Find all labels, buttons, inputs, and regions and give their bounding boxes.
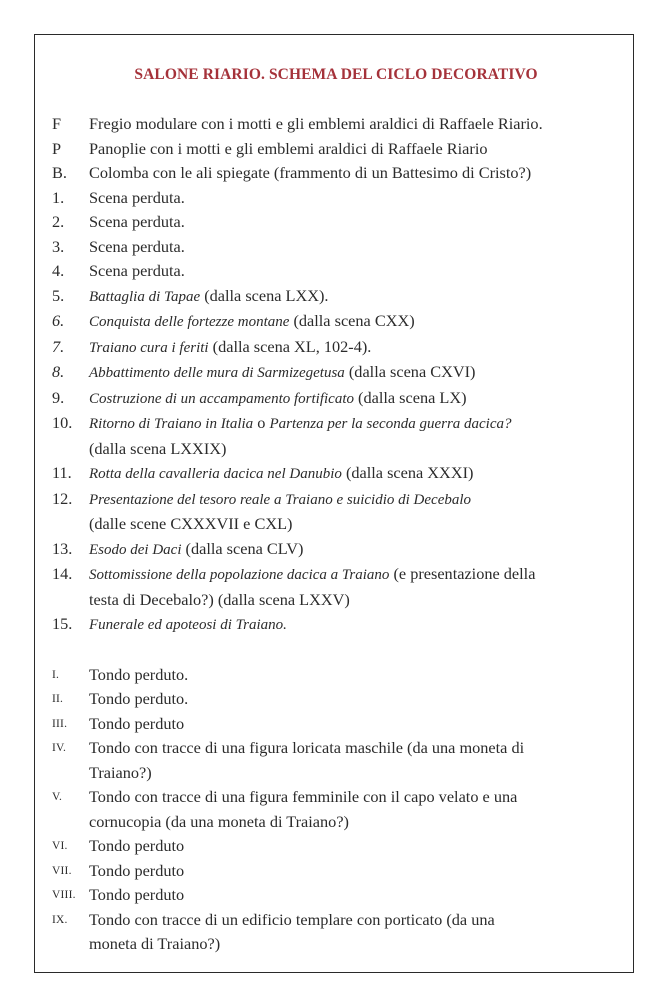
tondo-item <box>52 859 632 884</box>
tondo-item <box>52 687 632 712</box>
item-text <box>89 461 632 487</box>
scene-item-continuation <box>52 588 632 613</box>
plain-text: (dalla scena LXX). <box>200 285 329 305</box>
plain-text: Tondo perduto <box>89 860 185 880</box>
scene-item-continuation <box>52 512 632 537</box>
item-label: VII. <box>52 864 72 877</box>
plain-text: o <box>253 413 270 432</box>
plain-text: Tondo perduto <box>89 836 185 855</box>
scene-item <box>52 537 632 563</box>
item-label: 11. <box>52 463 72 482</box>
scene-item <box>52 309 632 335</box>
scene-item <box>52 161 632 186</box>
scene-item <box>52 112 632 137</box>
legend-list <box>52 112 632 957</box>
item-text: Traiano?) <box>89 762 152 782</box>
item-label: 2. <box>52 212 65 231</box>
item-text <box>89 137 632 162</box>
plain-text: (dalla scena CXX) <box>289 311 415 330</box>
item-label: F <box>52 114 62 133</box>
scene-item <box>52 386 632 412</box>
scene-item <box>52 284 632 310</box>
plain-text: Scena perduta. <box>89 187 185 207</box>
scene-item <box>52 335 632 361</box>
scene-item <box>52 235 632 260</box>
section-gap <box>52 638 632 663</box>
item-label: 3. <box>52 236 65 256</box>
tondo-item <box>52 834 632 859</box>
item-text <box>89 411 632 437</box>
item-label <box>52 588 89 613</box>
scene-item <box>52 411 632 437</box>
item-label: 5. <box>52 285 65 305</box>
item-label: 10. <box>52 413 73 432</box>
tondo-item <box>52 663 632 688</box>
item-label: 12. <box>52 488 73 508</box>
tondo-item-continuation <box>52 761 632 786</box>
tondo-item-continuation <box>52 810 632 835</box>
item-text <box>89 712 632 737</box>
item-label: I. <box>52 668 60 681</box>
scene-item <box>52 487 632 513</box>
item-label <box>52 932 89 957</box>
italic-title: Battaglia di Tapae <box>89 288 201 305</box>
item-text <box>89 908 632 933</box>
italic-title: Ritorno di Traiano in Italia <box>89 416 254 432</box>
tondo-items <box>52 663 632 957</box>
item-text <box>89 663 632 688</box>
item-label: B. <box>52 163 67 182</box>
plain-text: Tondo con tracce di una figura femminile con il capo velato e una <box>89 787 518 806</box>
italic-title: Rotta della cavalleria dacica nel Danubio <box>89 466 342 482</box>
plain-text: Tondo perduto <box>89 713 185 733</box>
scene-item <box>52 210 632 235</box>
scene-item <box>52 259 632 284</box>
item-text <box>89 386 632 412</box>
plain-text: Tondo perduto <box>89 885 185 904</box>
plain-text: Scena perduta. <box>89 212 185 231</box>
plain-text: (dalla scena LX) <box>353 387 467 407</box>
tondo-item <box>52 908 632 933</box>
item-label <box>52 761 89 786</box>
italic-title: Costruzione di un accampamento fortificato <box>89 390 354 407</box>
item-text <box>89 161 632 186</box>
plain-text: Scena perduta. <box>89 261 185 280</box>
italic-title: Sottomissione della popolazione dacica a Traiano <box>89 567 390 583</box>
tondo-item <box>52 883 632 908</box>
plain-text: Tondo con tracce di una figura loricata maschile (da una moneta di <box>89 738 525 757</box>
item-text: (dalle scene CXXXVII e CXL) <box>89 514 293 533</box>
italic-title: Partenza per la seconda guerra dacica? <box>269 416 512 432</box>
item-label: P <box>52 138 62 158</box>
scene-item-continuation <box>52 437 632 462</box>
scene-item <box>52 612 632 638</box>
item-label: 4. <box>52 261 65 280</box>
item-text: testa di Decebalo?) (dalla scena LXXV) <box>89 589 350 609</box>
item-text <box>89 785 632 810</box>
tondo-item-continuation <box>52 932 632 957</box>
page-title: SALONE RIARIO. SCHEMA DEL CICLO DECORATIVO <box>134 66 538 83</box>
item-label: 7. <box>52 336 65 356</box>
item-label: 1. <box>52 187 65 207</box>
item-label <box>52 512 89 537</box>
item-label: 9. <box>52 387 65 407</box>
item-text <box>89 210 632 235</box>
plain-text: (dalla scena XXXI) <box>341 463 474 482</box>
item-label <box>52 437 89 462</box>
plain-text: (dalla scena CLV) <box>181 538 304 558</box>
item-text <box>89 487 632 513</box>
italic-title: Conquista delle fortezze montane <box>89 314 290 330</box>
item-text <box>89 284 632 310</box>
item-text <box>89 612 632 638</box>
tondo-item <box>52 785 632 810</box>
scene-items <box>52 112 632 638</box>
plain-text: (e presentazione della <box>389 564 536 583</box>
italic-title: Traiano cura i feriti <box>89 339 209 356</box>
plain-text: Fregio modulare con i motti e gli emblemi araldici di Raffaele Riario. <box>89 114 543 133</box>
item-label: 14. <box>52 564 73 583</box>
item-text: (dalla scena LXXIX) <box>89 438 227 458</box>
scene-item <box>52 186 632 211</box>
scene-item <box>52 137 632 162</box>
item-text <box>89 235 632 260</box>
plain-text: Tondo con tracce di un edificio templare con porticato (da una <box>89 909 495 929</box>
scene-item <box>52 461 632 487</box>
item-text <box>89 309 632 335</box>
plain-text: (dalla scena XL, 102-4). <box>208 336 372 356</box>
item-label: IX. <box>52 913 68 926</box>
scene-item <box>52 562 632 588</box>
item-text: moneta di Traiano?) <box>89 934 221 953</box>
item-label: 8. <box>52 362 65 381</box>
item-label: VI. <box>52 840 68 852</box>
item-label: 13. <box>52 538 73 558</box>
item-text <box>89 335 632 361</box>
tondo-item <box>52 712 632 737</box>
item-text <box>89 186 632 211</box>
item-text <box>89 736 632 761</box>
item-text <box>89 360 632 386</box>
plain-text: (dalla scena CXVI) <box>344 362 476 381</box>
plain-text: Tondo perduto. <box>89 689 189 708</box>
tondo-item <box>52 736 632 761</box>
item-label: V. <box>52 791 63 803</box>
plain-text: Colomba con le ali spiegate (frammento di un Battesimo di Cristo?) <box>89 163 532 182</box>
italic-title: Abbattimento delle mura di Sarmizegetusa <box>89 365 345 381</box>
italic-title: Funerale ed apoteosi di Traiano. <box>89 617 287 633</box>
item-label: III. <box>52 717 68 730</box>
item-text <box>89 259 632 284</box>
item-text <box>89 883 632 908</box>
item-label: 15. <box>52 614 73 633</box>
plain-text: Scena perduta. <box>89 236 185 256</box>
italic-title: Esodo dei Daci <box>89 541 182 558</box>
item-label: IV. <box>52 742 67 754</box>
item-text <box>89 562 632 588</box>
item-text <box>89 687 632 712</box>
scene-item <box>52 360 632 386</box>
item-text <box>89 859 632 884</box>
item-text <box>89 112 632 137</box>
item-label: VIII. <box>52 889 76 901</box>
plain-text: Panoplie con i motti e gli emblemi araldici di Raffaele Riario <box>89 138 488 158</box>
item-label: 6. <box>52 311 65 330</box>
item-label: II. <box>52 693 64 705</box>
item-label <box>52 810 89 835</box>
item-text: cornucopia (da una moneta di Traiano?) <box>89 811 349 831</box>
item-text <box>89 834 632 859</box>
italic-title: Presentazione del tesoro reale a Traiano e suicidio di Decebalo <box>89 491 472 508</box>
item-text <box>89 537 632 563</box>
plain-text: Tondo perduto. <box>89 664 189 684</box>
